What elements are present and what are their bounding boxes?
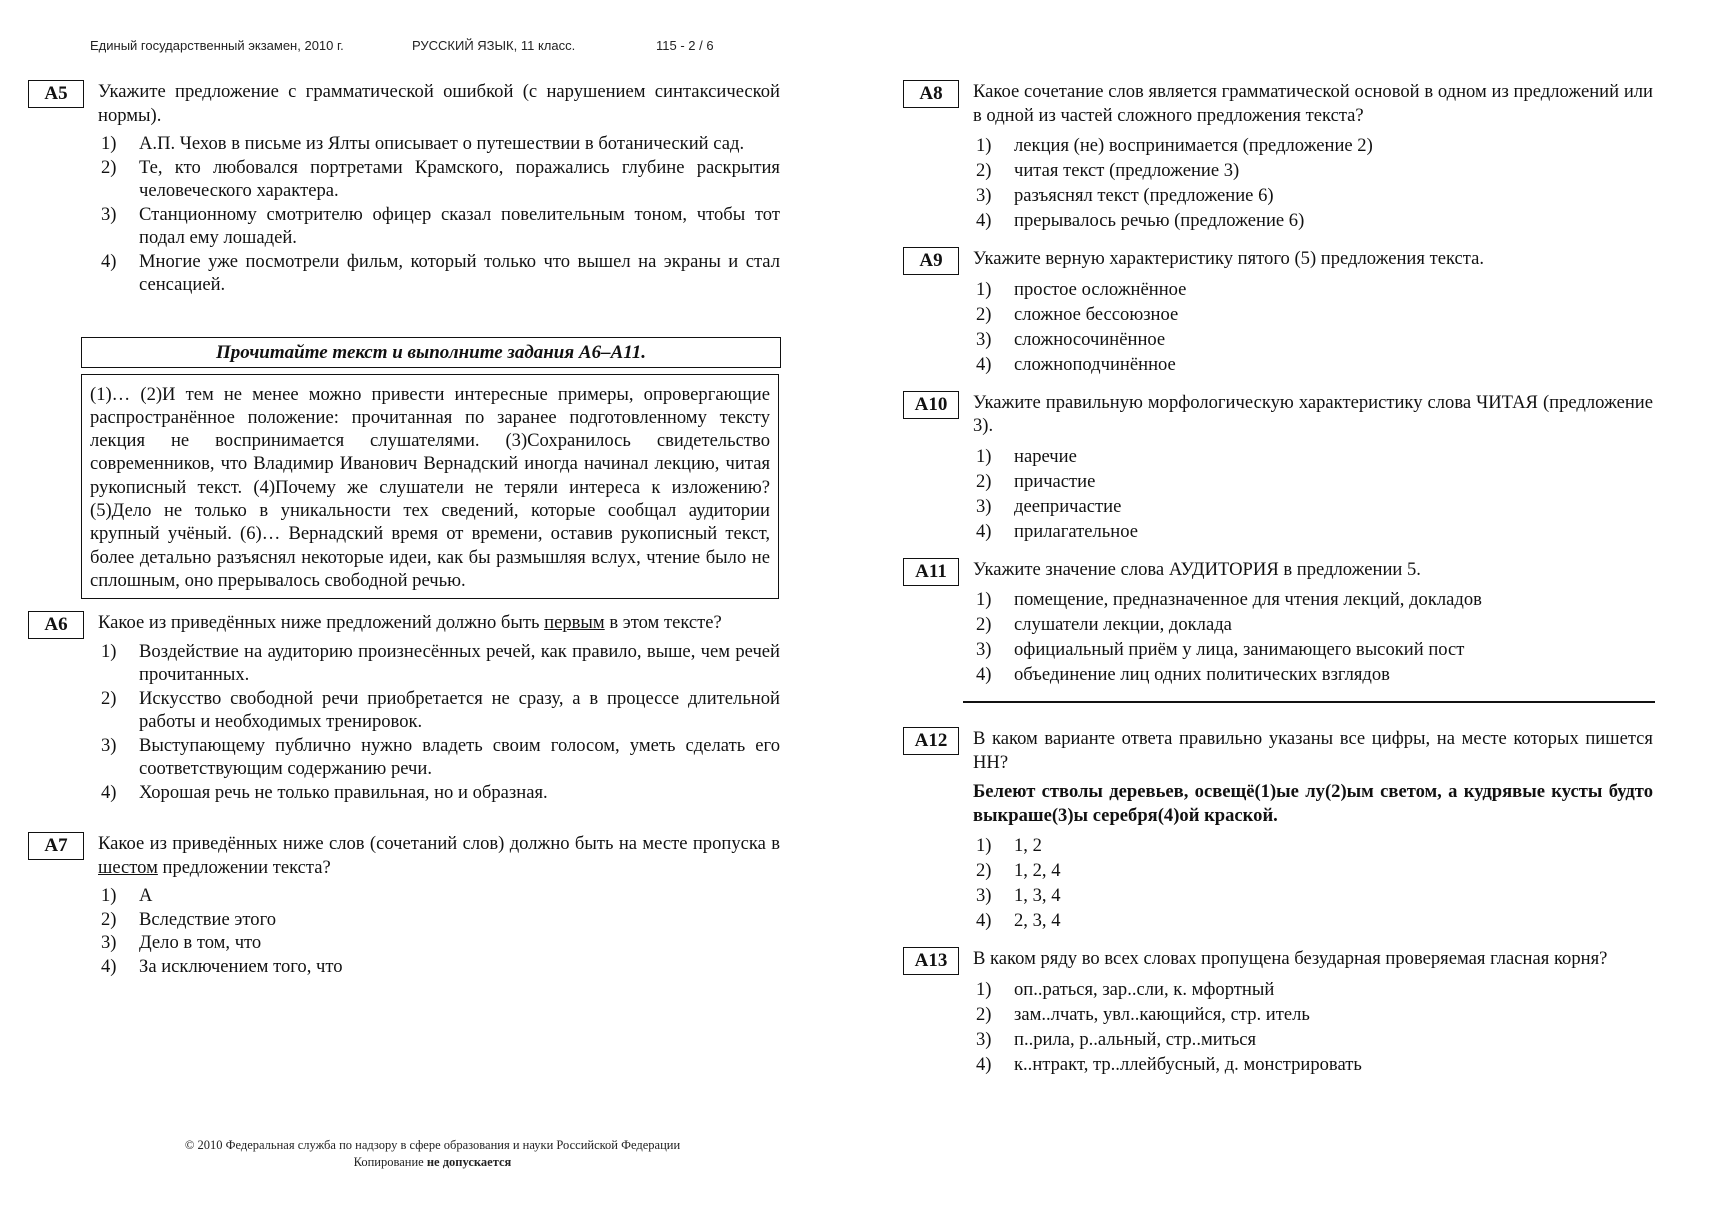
option-number: 2) <box>101 687 117 709</box>
answer-option <box>98 687 780 734</box>
option-number: 2) <box>976 1003 992 1025</box>
header-exam: Единый государственный экзамен, 2010 г. <box>90 38 344 53</box>
option-number: 4) <box>101 250 117 272</box>
task-question <box>98 611 780 635</box>
option-text: 1, 2 <box>1014 835 1042 856</box>
answer-options <box>98 884 780 978</box>
option-number: 3) <box>976 885 992 906</box>
task-number: A9 <box>903 247 959 275</box>
option-text: п..рила, р..альный, стр..миться <box>1014 1028 1257 1050</box>
answer-option <box>973 494 1653 519</box>
option-number: 3) <box>976 1028 992 1050</box>
answer-option <box>973 833 1653 858</box>
task-a5 <box>28 80 780 297</box>
task-number: A8 <box>903 80 959 108</box>
left-column <box>28 80 780 992</box>
answer-option <box>98 931 780 955</box>
option-text: к..нтракт, тр..ллейбусный, д. монстрировать <box>1014 1053 1362 1075</box>
option-number: 1) <box>976 135 992 156</box>
answer-option <box>973 183 1653 208</box>
answer-option <box>973 208 1653 233</box>
header-page-code: 115 - 2 / 6 <box>656 38 714 53</box>
option-number: 3) <box>101 734 117 756</box>
option-number: 3) <box>976 495 992 517</box>
task-a9 <box>903 247 1653 377</box>
task-number: A10 <box>903 391 959 419</box>
option-text: читая текст (предложение 3) <box>1014 160 1240 181</box>
answer-options <box>973 444 1653 544</box>
task-number: A7 <box>28 832 84 860</box>
task-question: Укажите правильную морфологическую характеристику слова ЧИТАЯ (предложение 3). <box>973 391 1653 436</box>
option-text: Многие уже посмотрели фильм, который только что вышел на экраны и стал сенсацией. <box>139 250 780 295</box>
answer-option <box>973 587 1653 612</box>
option-number: 2) <box>976 303 992 325</box>
option-text: деепричастие <box>1014 495 1122 517</box>
task-a12 <box>903 727 1653 933</box>
option-number: 4) <box>976 520 992 542</box>
question-underlined: первым <box>544 612 605 634</box>
option-number: 2) <box>976 470 992 492</box>
task-a11 <box>903 558 1653 688</box>
answer-option <box>973 612 1653 637</box>
answer-option <box>98 203 780 250</box>
option-number: 4) <box>101 955 117 977</box>
task-question <box>98 832 780 879</box>
task-question: Укажите предложение с грамматической ошибкой (с нарушением синтаксической нормы). <box>98 81 780 126</box>
answer-option <box>973 883 1653 908</box>
option-text: сложносочинённое <box>1014 328 1166 350</box>
footer-copy-notice <box>140 1154 725 1171</box>
option-text: зам..лчать, увл..кающийся, стр. итель <box>1014 1003 1310 1025</box>
answer-option <box>973 444 1653 469</box>
option-text: сложноподчинённое <box>1014 353 1176 375</box>
option-text: наречие <box>1014 445 1077 467</box>
option-number: 4) <box>101 781 117 803</box>
answer-option <box>98 734 780 781</box>
option-number: 1) <box>101 640 117 662</box>
answer-option <box>98 250 780 297</box>
option-text: Станционному смотрителю офицер сказал повелительным тоном, чтобы тот подал ему лошадей. <box>139 203 780 248</box>
question-text: в этом тексте? <box>604 612 722 634</box>
answer-option <box>973 1052 1653 1077</box>
option-number: 4) <box>976 664 992 685</box>
question-text: Какое из приведённых ниже слов (сочетаний слов) должно быть на месте пропуска в <box>98 833 780 855</box>
task-a10 <box>903 391 1653 544</box>
page-footer <box>140 1137 725 1171</box>
option-text: разъяснял текст (предложение 6) <box>1014 185 1274 206</box>
footer-copy-bold: не допускается <box>426 1155 512 1169</box>
option-text: простое осложнённое <box>1014 278 1187 300</box>
task-question: В каком ряду во всех словах пропущена безударная проверяемая гласная корня? <box>973 948 1608 969</box>
option-number: 3) <box>101 932 117 954</box>
option-number: 1) <box>976 978 992 1000</box>
option-text: прилагательное <box>1014 520 1138 542</box>
answer-options <box>98 640 780 805</box>
option-text: 1, 3, 4 <box>1014 885 1061 906</box>
task-number: A12 <box>903 727 959 755</box>
option-text: оп..раться, зар..сли, к. мфортный <box>1014 978 1275 1000</box>
footer-copyright: © 2010 Федеральная служба по надзору в сфере образования и науки Российской Федерации <box>184 1138 681 1152</box>
option-text: Искусство свободной речи приобретается не сразу, а в процессе длительной работы и необходимых тренировок. <box>139 687 780 733</box>
question-text: предложении текста? <box>157 856 331 878</box>
option-number: 1) <box>976 445 992 467</box>
answer-option <box>98 640 780 687</box>
page-header <box>90 38 714 53</box>
option-number: 2) <box>101 156 117 178</box>
option-number: 3) <box>101 203 117 225</box>
answer-option <box>973 1002 1653 1027</box>
answer-option <box>98 156 780 203</box>
question-text: Какое из приведённых ниже предложений должно быть <box>98 612 545 634</box>
option-text: 2, 3, 4 <box>1014 910 1061 931</box>
answer-option <box>98 781 780 805</box>
option-text: Выступающему публично нужно владеть своим голосом, уметь сделать его соответствующим содержанию речи. <box>139 734 780 780</box>
answer-option <box>973 1027 1653 1052</box>
option-text: А <box>139 885 153 907</box>
answer-option <box>973 908 1653 933</box>
option-number: 1) <box>976 589 992 610</box>
answer-options <box>973 977 1653 1077</box>
task-a7 <box>28 832 780 978</box>
task-number: A6 <box>28 611 84 639</box>
option-number: 3) <box>976 639 992 660</box>
answer-options <box>973 277 1653 377</box>
option-text: слушатели лекции, доклада <box>1014 614 1232 635</box>
answer-option <box>973 637 1653 662</box>
section-divider <box>963 701 1655 703</box>
answer-option <box>973 662 1653 687</box>
answer-option <box>973 519 1653 544</box>
option-number: 3) <box>976 185 992 206</box>
option-text: помещение, предназначенное для чтения лекций, докладов <box>1014 589 1482 610</box>
option-number: 2) <box>101 908 117 930</box>
option-text: А.П. Чехов в письме из Ялты описывает о путешествии в ботанический сад. <box>139 133 745 154</box>
option-text: За исключением того, что <box>139 955 343 977</box>
answer-option <box>98 955 780 979</box>
option-text: 1, 2, 4 <box>1014 860 1061 881</box>
option-number: 1) <box>101 885 117 907</box>
answer-option <box>98 132 780 156</box>
option-text: Воздействие на аудиторию произнесённых речей, как правило, выше, чем речей прочитанных. <box>139 640 780 686</box>
task-a6 <box>28 611 780 804</box>
option-text: официальный приём у лица, занимающего высокий пост <box>1014 639 1465 660</box>
option-text: причастие <box>1014 470 1096 492</box>
answer-option <box>98 908 780 932</box>
answer-option <box>973 977 1653 1002</box>
option-text: Хорошая речь не только правильная, но и образная. <box>139 781 548 803</box>
answer-option <box>973 352 1653 377</box>
task-number: A11 <box>903 558 959 586</box>
option-text: объединение лиц одних политических взглядов <box>1014 664 1390 685</box>
option-number: 3) <box>976 328 992 350</box>
option-text: Вследствие этого <box>139 908 277 930</box>
task-sentence: Белеют стволы деревьев, освещё(1)ые лу(2)ым светом, а кудрявые кусты будто выкраше(3)ы серебря(4)ой краской. <box>973 781 1653 826</box>
answer-option <box>973 277 1653 302</box>
option-number: 2) <box>976 160 992 181</box>
answer-option <box>973 158 1653 183</box>
option-number: 4) <box>976 1053 992 1075</box>
option-number: 1) <box>976 835 992 856</box>
option-text: лекция (не) воспринимается (предложение 2) <box>1014 135 1373 156</box>
option-text: сложное бессоюзное <box>1014 303 1179 325</box>
option-number: 1) <box>101 133 117 154</box>
task-number: A13 <box>903 947 959 975</box>
text-section-body: (1)… (2)И тем не менее можно привести интересные примеры, опровергающие распространённое положение: прочитанная по заранее подготовленному тексту лекция не воспринимается слушателями. (3)Сохранилось свидетельство современников, что Владимир Иванович Вернадский иногда начинал лекцию, читая рукописный текст. (4)Почему же слушатели не теряли интереса к изложению? (5)Дело не только в уникальности тех сведений, которые сообщал аудитории крупный учёный. (6)… Вернадский время от времени, оставив рукописный текст, более детально разъяснял некоторые идеи, как бы размышляя вслух, чтение было не сплошным, оно прерывалось свободной речью. <box>81 374 779 600</box>
task-question: Укажите верную характеристику пятого (5) предложения текста. <box>973 248 1485 269</box>
answer-option <box>973 469 1653 494</box>
option-text: прерывалось речью (предложение 6) <box>1014 210 1305 231</box>
option-number: 2) <box>976 614 992 635</box>
answer-options <box>98 132 780 297</box>
option-text: Те, кто любовался портретами Крамского, поражались глубине раскрытия человеческого характера. <box>139 156 780 201</box>
task-a8 <box>903 80 1653 233</box>
answer-option <box>973 858 1653 883</box>
task-question: В каком варианте ответа правильно указаны все цифры, на месте которых пишется НН? <box>973 728 1653 773</box>
answer-option <box>973 302 1653 327</box>
answer-option <box>98 884 780 908</box>
option-number: 4) <box>976 353 992 375</box>
task-question: Какое сочетание слов является грамматической основой в одном из предложений или в одной из частей сложного предложения текста? <box>973 81 1653 126</box>
task-question: Укажите значение слова АУДИТОРИЯ в предложении 5. <box>973 558 1421 580</box>
question-underlined: шестом <box>98 856 158 878</box>
right-column <box>903 80 1653 1091</box>
answer-options <box>973 133 1653 233</box>
task-a13 <box>903 947 1653 1077</box>
footer-copy-prefix: Копирование <box>353 1155 427 1169</box>
answer-option <box>973 327 1653 352</box>
header-subject: РУССКИЙ ЯЗЫК, 11 класс. <box>412 38 576 53</box>
option-text: Дело в том, что <box>139 932 262 954</box>
option-number: 4) <box>976 910 992 931</box>
answer-options <box>973 587 1653 687</box>
answer-options <box>973 833 1653 933</box>
answer-option <box>973 133 1653 158</box>
task-number: A5 <box>28 80 84 108</box>
option-number: 2) <box>976 860 992 881</box>
text-section-title: Прочитайте текст и выполните задания А6–А11. <box>81 337 781 368</box>
option-number: 1) <box>976 278 992 300</box>
option-number: 4) <box>976 210 992 231</box>
